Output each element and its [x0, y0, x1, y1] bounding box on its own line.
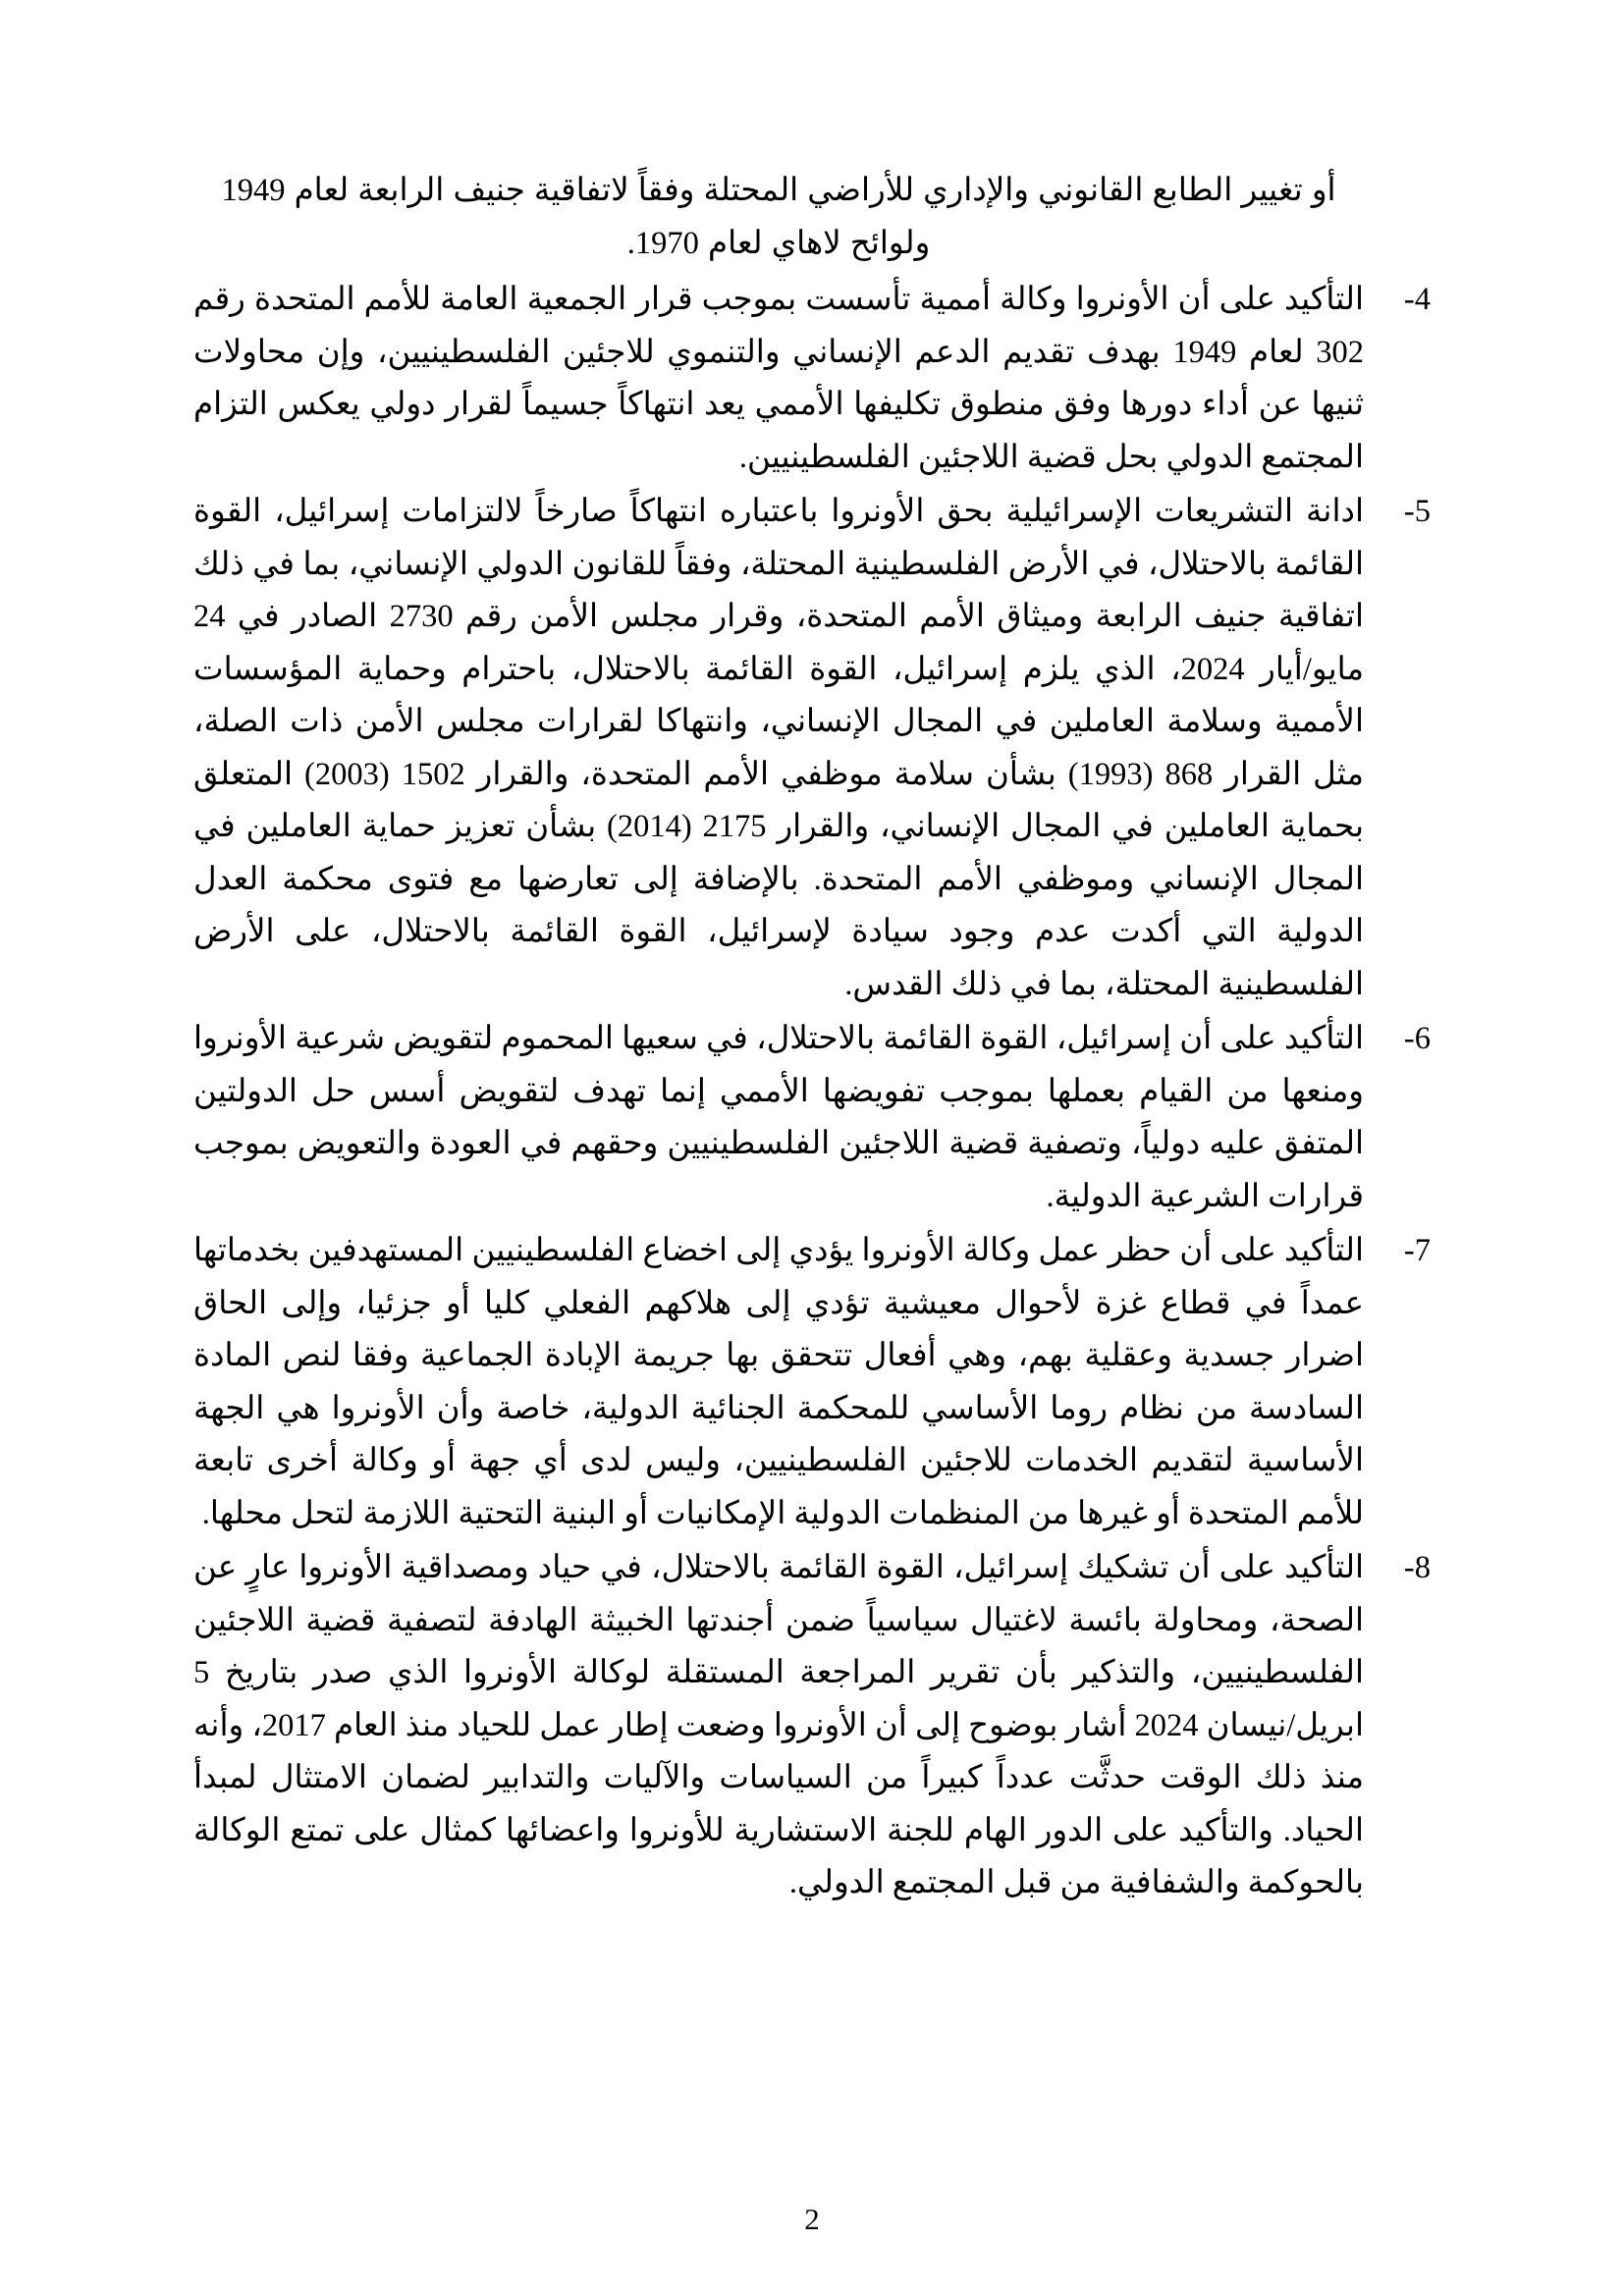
list-item-marker: -5 — [1403, 494, 1431, 529]
list-item — [193, 1013, 1431, 1223]
list-item-text: التأكيد على أن إسرائيل، القوة القائمة بالاحتلال، في سعيها المحموم لتقويض شرعية الأونروا ومنعها من القيام بعملها بموجب تفويضها الأممي إنما تهدف لتقويض أسس حل الدولتين المتفق عليه دولياً، وتصفية قضية اللاجئين الفلسطينيين وحقهم في العودة والتعويض بموجب قرارات الشرعية الدولية. — [193, 1021, 1364, 1214]
list-item-text: التأكيد على أن تشكيك إسرائيل، القوة القائمة بالاحتلال، في حياد ومصداقية الأونروا عارٍ عن الصحة، ومحاولة بائسة لاغتيال سياسياً ضمن أجندتها الخبيثة الهادفة لتصفية قضية اللاجئين الفلسطينيين، والتذكير بأن تقرير المراجعة المستقلة لوكالة الأونروا الذي صدر بتاريخ 5 ابريل/نيسان 2024 أشار بوضوح إلى أن الأونروا وضعت إطار عمل للحياد منذ العام 2017، وأنه منذ ذلك الوقت حدثَّت عدداً كبيراً من السياسات والآليات والتدابير لضمان الامتثال لمبدأ الحياد. والتأكيد على الدور الهام للجنة الاستشارية للأونروا واعضائها كمثال على تمتع الوكالة بالحوكمة والشفافية من قبل المجتمع الدولي. — [193, 1550, 1364, 1900]
intro-paragraph-text: أو تغيير الطابع القانوني والإداري للأراضي المحتلة وفقاً لاتفاقية جنيف الرابعة لعام 1949 — [221, 173, 1336, 208]
list-item — [193, 274, 1431, 484]
list-item-marker: -4 — [1403, 282, 1431, 317]
intro-paragraph — [193, 165, 1431, 270]
document-body — [193, 165, 1431, 1912]
list-item — [193, 1225, 1431, 1540]
numbered-item-list — [193, 274, 1431, 1910]
list-item-text: ادانة التشريعات الإسرائيلية بحق الأونروا باعتباره انتهاكاً صارخاً لالتزامات إسرائيل، القوة القائمة بالاحتلال، في الأرض الفلسطينية المحتلة، وفقاً للقانون الدولي الإنساني، بما في ذلك اتفاقية جنيف الرابعة وميثاق الأمم المتحدة، وقرار مجلس الأمن رقم 2730 الصادر في 24 مايو/أيار 2024، الذي يلزم إسرائيل، القوة القائمة بالاحتلال، باحترام وحماية المؤسسات الأممية وسلامة العاملين في المجال الإنساني، وانتهاكا لقرارات مجلس الأمن ذات الصلة، مثل القرار 868 (1993) بشأن سلامة موظفي الأمم المتحدة، والقرار 1502 (2003) المتعلق بحماية العاملين في المجال الإنساني، والقرار 2175 (2014) بشأن تعزيز حماية العاملين في المجال الإنساني وموظفي الأمم المتحدة. بالإضافة إلى تعارضها مع فتوى محكمة العدل الدولية التي أكدت عدم وجود سيادة لإسرائيل، القوة القائمة بالاحتلال، على الأرض الفلسطينية المحتلة، بما في ذلك القدس. — [193, 494, 1365, 1002]
intro-paragraph-last-line: ولوائح لاهاي لعام 1970. — [626, 225, 931, 261]
list-item-text: التأكيد على أن حظر عمل وكالة الأونروا يؤدي إلى اخضاع الفلسطينيين المستهدفين بخدماتها عمداً في قطاع غزة لأحوال معيشية تؤدي إلى هلاكهم الفعلي كليا أو جزئيا، وإلى الحاق اضرار جسدية وعقلية بهم، وهي أفعال تتحقق بها جريمة الإبادة الجماعية وفقا لنص المادة السادسة من نظام روما الأساسي للمحكمة الجنائية الدولية، خاصة وأن الأونروا هي الجهة الأساسية لتقديم الخدمات للاجئين الفلسطينيين، وليس لدى أي جهة أو وكالة أخرى تابعة للأمم المتحدة أو غيرها من المنظمات الدولية الإمكانيات أو البنية التحتية اللازمة لتحل محلها. — [193, 1233, 1364, 1531]
list-item-text: التأكيد على أن الأونروا وكالة أممية تأسست بموجب قرار الجمعية العامة للأمم المتحدة رقم 302 لعام 1949 بهدف تقديم الدعم الإنساني والتنموي للاجئين الفلسطينيين، وإن محاولات ثنيها عن أداء دورها وفق منطوق تكليفها الأممي يعد انتهاكاً جسيماً لقرار دولي يعكس التزام المجتمع الدولي بحل قضية اللاجئين الفلسطينيين. — [193, 282, 1364, 475]
list-item-marker: -7 — [1403, 1233, 1431, 1268]
list-item-marker: -8 — [1403, 1550, 1431, 1585]
list-item — [193, 486, 1431, 1011]
page-number: 2 — [804, 2202, 820, 2236]
list-item-marker: -6 — [1403, 1021, 1431, 1056]
list-item — [193, 1542, 1431, 1910]
